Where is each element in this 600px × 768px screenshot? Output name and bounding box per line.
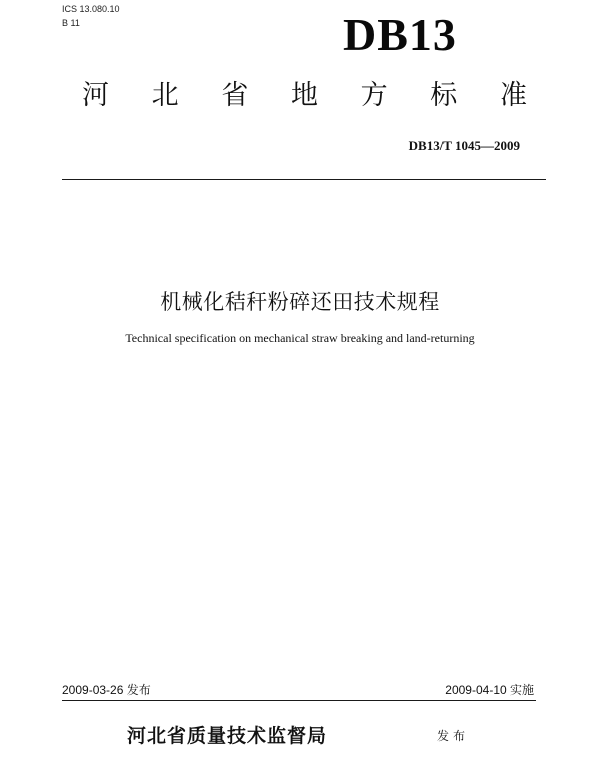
implementation-date: 2009-04-10 实施 [445, 683, 534, 697]
issue-date: 2009-03-26 发布 [62, 683, 151, 697]
standard-type-char: 方 [360, 80, 388, 111]
ics-code: ICS 13.080.10 [62, 4, 120, 14]
standard-number: DB13/T 1045—2009 [408, 138, 520, 153]
standard-type-char: 省 [221, 80, 249, 111]
classification-code: B 11 [62, 18, 80, 28]
standard-type-char: 标 [430, 80, 458, 111]
standard-type-char: 河 [82, 80, 109, 111]
publish-label: 发布 [437, 729, 470, 743]
header-divider [62, 179, 546, 180]
db-logo: DB13 [343, 9, 457, 60]
standard-type [82, 78, 527, 114]
standard-type-char: 地 [290, 80, 318, 111]
standard-type-char: 北 [151, 80, 179, 111]
issuer-name: 河北省质量技术监督局 [127, 725, 328, 747]
footer-divider [62, 700, 536, 701]
title-english: Technical specification on mechanical straw breaking and land-returning [125, 331, 475, 345]
standard-type-char: 准 [499, 80, 527, 111]
title-chinese: 机械化秸秆粉碎还田技术规程 [160, 290, 440, 314]
